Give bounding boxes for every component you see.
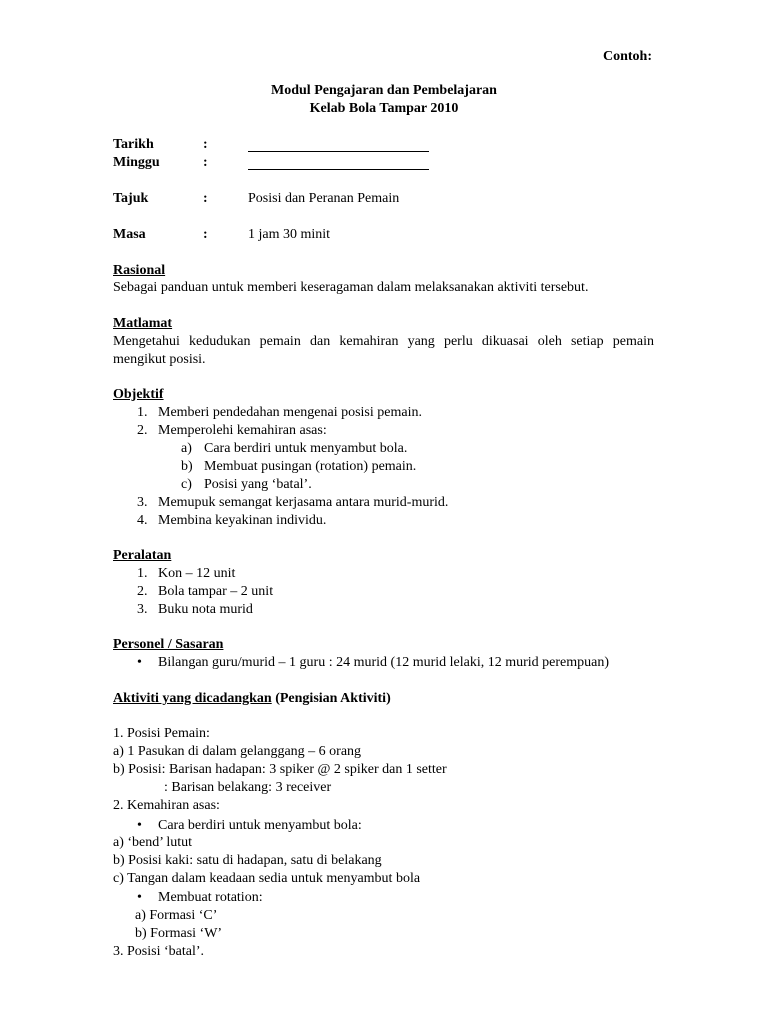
example-label: Contoh:: [603, 49, 653, 64]
list-number: 2.: [137, 423, 148, 438]
sub-list-item: Cara berdiri untuk menyambut bola.: [204, 441, 408, 456]
tarikh-blank-line: [248, 151, 429, 152]
list-item: Kon – 12 unit: [158, 566, 236, 581]
peralatan-heading: Peralatan: [113, 548, 172, 563]
rasional-text: Sebagai panduan untuk memberi keseragaman dalam melaksanakan aktiviti tersebut.: [113, 280, 589, 295]
list-number: 1.: [137, 405, 148, 420]
sub-list-item: Posisi yang ‘batal’.: [204, 477, 312, 492]
field-colon: :: [203, 227, 208, 242]
matlamat-text-line1: Mengetahui kedudukan pemain dan kemahiran yang perlu dikuasai oleh setiap pemain: [113, 334, 654, 349]
list-number: 4.: [137, 513, 148, 528]
bullet-icon: •: [137, 890, 142, 905]
aktiviti-heading-underlined: Aktiviti yang dicadangkan: [113, 691, 272, 706]
activity-line: 1. Posisi Pemain:: [113, 726, 210, 741]
sub-list-letter: a): [181, 441, 192, 456]
list-item: Buku nota murid: [158, 602, 253, 617]
activity-line: 2. Kemahiran asas:: [113, 798, 220, 813]
matlamat-text-line2: mengikut posisi.: [113, 352, 206, 367]
activity-line: : Barisan belakang: 3 receiver: [164, 780, 332, 795]
sub-list-letter: b): [181, 459, 193, 474]
activity-bullet: Membuat rotation:: [158, 890, 263, 905]
rasional-heading: Rasional: [113, 263, 166, 278]
document-title: Modul Pengajaran dan Pembelajaran: [271, 83, 497, 98]
sub-list-item: Membuat pusingan (rotation) pemain.: [204, 459, 417, 474]
document-subtitle: Kelab Bola Tampar 2010: [309, 101, 459, 116]
activity-line: b) Posisi: Barisan hadapan: 3 spiker @ 2 spiker dan 1 setter: [113, 762, 447, 777]
field-colon: :: [203, 191, 208, 206]
objektif-heading: Objektif: [113, 387, 164, 402]
field-label-masa: Masa: [113, 227, 146, 242]
activity-line: c) Tangan dalam keadaan sedia untuk menyambut bola: [113, 871, 421, 886]
activity-bullet: Cara berdiri untuk menyambut bola:: [158, 818, 362, 833]
bullet-icon: •: [137, 655, 142, 670]
activity-line: b) Formasi ‘W’: [135, 926, 223, 941]
minggu-blank-line: [248, 169, 429, 170]
bullet-item: Bilangan guru/murid – 1 guru : 24 murid (12 murid lelaki, 12 murid perempuan): [158, 655, 610, 670]
list-item: Bola tampar – 2 unit: [158, 584, 274, 599]
aktiviti-heading-rest: (Pengisian Aktiviti): [271, 691, 391, 706]
activity-line: 3. Posisi ‘batal’.: [113, 944, 204, 959]
matlamat-heading: Matlamat: [113, 316, 173, 331]
list-number: 1.: [137, 566, 148, 581]
field-label-minggu: Minggu: [113, 155, 160, 170]
field-colon: :: [203, 155, 208, 170]
list-item: Memberi pendedahan mengenai posisi pemain.: [158, 405, 422, 420]
list-number: 3.: [137, 602, 148, 617]
bullet-icon: •: [137, 818, 142, 833]
list-number: 2.: [137, 584, 148, 599]
activity-line: a) ‘bend’ lutut: [113, 835, 193, 850]
aktiviti-heading: [113, 692, 391, 706]
activity-line: a) 1 Pasukan di dalam gelanggang – 6 orang: [113, 744, 362, 759]
field-label-tajuk: Tajuk: [113, 191, 149, 206]
field-label-tarikh: Tarikh: [113, 137, 154, 152]
list-number: 3.: [137, 495, 148, 510]
sub-list-letter: c): [181, 477, 192, 492]
field-value-masa: 1 jam 30 minit: [248, 227, 331, 242]
field-colon: :: [203, 137, 208, 152]
activity-line: a) Formasi ‘C’: [135, 908, 218, 923]
field-value-tajuk: Posisi dan Peranan Pemain: [248, 191, 400, 206]
activity-line: b) Posisi kaki: satu di hadapan, satu di belakang: [113, 853, 382, 868]
list-item: Memupuk semangat kerjasama antara murid-murid.: [158, 495, 449, 510]
list-item: Membina keyakinan individu.: [158, 513, 327, 528]
personel-heading: Personel / Sasaran: [113, 637, 224, 652]
list-item: Memperolehi kemahiran asas:: [158, 423, 327, 438]
